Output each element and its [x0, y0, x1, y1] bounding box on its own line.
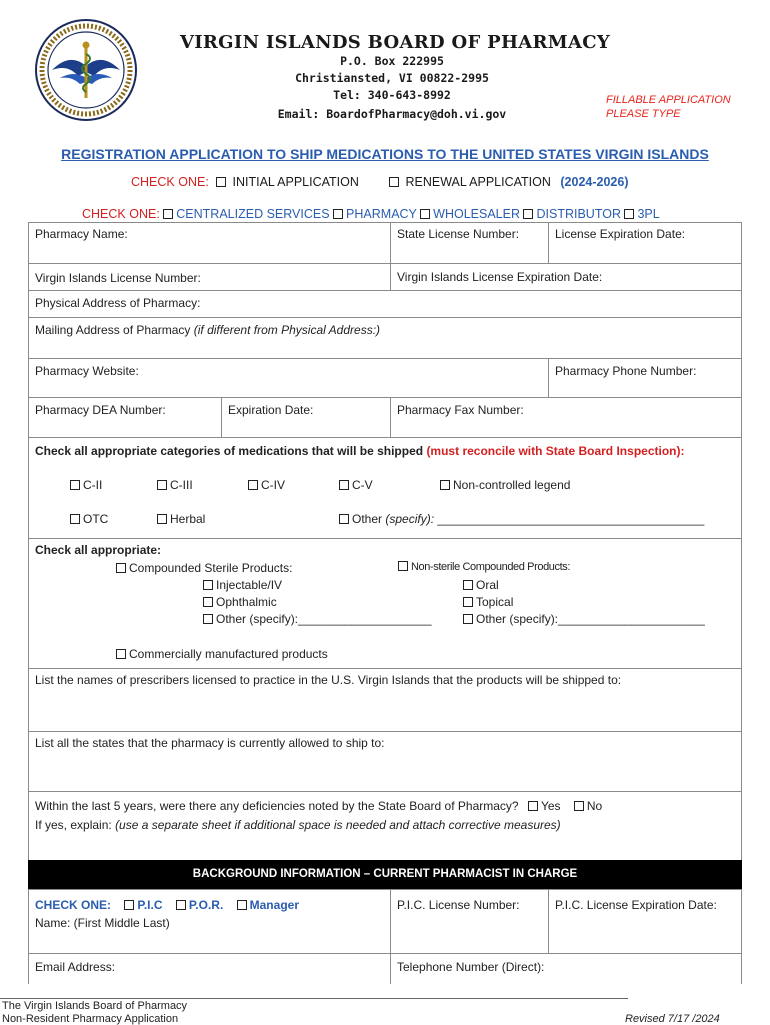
medications-heading-text: Check all appropriate categories of medications that will be shipped — [35, 444, 424, 458]
pic-name-label: Name: (First Middle Last) — [35, 916, 170, 930]
pic-expiration-label: P.I.C. License Expiration Date: — [555, 898, 717, 912]
pic-checkbox[interactable] — [124, 900, 134, 910]
por-checkbox[interactable] — [176, 900, 186, 910]
vi-license-number-label: Virgin Islands License Number: — [35, 271, 201, 285]
cv-option[interactable] — [339, 478, 373, 492]
pharmacy-label: PHARMACY — [346, 207, 417, 221]
topical-label: Topical — [476, 595, 514, 609]
check-one-app-label — [131, 175, 209, 189]
herbal-label: Herbal — [170, 512, 206, 526]
commercial-label: Commercially manufactured products — [129, 647, 328, 661]
option-3pl[interactable] — [624, 207, 659, 221]
wholesaler-checkbox[interactable] — [420, 209, 430, 219]
check-one-label: CHECK ONE: — [131, 175, 209, 189]
footer-board: The Virgin Islands Board of Pharmacy — [2, 1000, 188, 1012]
ciii-option[interactable] — [157, 478, 193, 492]
other-medication-option[interactable] — [339, 512, 704, 526]
medications-heading — [35, 444, 684, 458]
otc-checkbox[interactable] — [70, 514, 80, 524]
por-label: P.O.R. — [188, 898, 224, 912]
deficiencies-yes-option[interactable] — [528, 799, 561, 813]
board-email: Email: BoardofPharmacy@doh.vi.gov — [277, 107, 507, 121]
background-info-bar: BACKGROUND INFORMATION – CURRENT PHARMACIST IN CHARGE — [28, 860, 742, 889]
option-distributor[interactable] — [523, 207, 621, 221]
nonsterile-checkbox[interactable] — [398, 561, 408, 571]
deficiencies-explain-label: If yes, explain: — [35, 818, 112, 832]
vi-license-expiration-label: Virgin Islands License Expiration Date: — [397, 270, 603, 284]
option-pharmacy[interactable] — [333, 207, 417, 221]
state-license-number-label: State License Number: — [397, 227, 520, 241]
nonsterile-other-option[interactable] — [463, 612, 705, 626]
centralized-services-label: CENTRALIZED SERVICES — [176, 207, 330, 221]
prescribers-label: List the names of prescribers licensed to practice in the U.S. Virgin Islands that the products will be shipped to: — [35, 673, 622, 687]
cv-checkbox[interactable] — [339, 480, 349, 490]
noncontrolled-label: Non-controlled legend — [453, 478, 571, 492]
deficiencies-question — [35, 799, 602, 813]
distributor-label: DISTRIBUTOR — [536, 207, 621, 221]
mailing-address-label — [35, 323, 380, 337]
centralized-services-checkbox[interactable] — [163, 209, 173, 219]
noncontrolled-checkbox[interactable] — [440, 480, 450, 490]
deficiencies-no-checkbox[interactable] — [574, 801, 584, 811]
website-label: Pharmacy Website: — [35, 364, 139, 378]
sterile-other-checkbox[interactable] — [203, 614, 213, 624]
business-type-row — [82, 207, 660, 221]
fillable-line-2: PLEASE TYPE — [606, 108, 681, 120]
pic-license-label: P.I.C. License Number: — [397, 898, 520, 912]
sterile-label: Compounded Sterile Products: — [129, 561, 293, 575]
address-city: Christiansted, VI 00822-2995 — [295, 71, 489, 85]
other-specify-label: (specify): — [385, 512, 435, 526]
board-phone: Tel: 340-643-8992 — [333, 88, 451, 102]
telephone-direct-label: Telephone Number (Direct): — [397, 960, 545, 974]
initial-application-option[interactable] — [216, 175, 359, 189]
oral-label: Oral — [476, 578, 499, 592]
license-expiration-label: License Expiration Date: — [555, 227, 686, 241]
renewal-application-checkbox[interactable] — [389, 177, 399, 187]
pic-option[interactable] — [124, 898, 162, 912]
dea-number-label: Pharmacy DEA Number: — [35, 403, 166, 417]
otc-label: OTC — [83, 512, 109, 526]
medications-heading-note: (must reconcile with State Board Inspection): — [426, 444, 685, 458]
ophthalmic-option[interactable] — [203, 595, 277, 609]
cii-option[interactable] — [70, 478, 102, 492]
oral-option[interactable] — [463, 578, 499, 592]
nonsterile-option[interactable] — [398, 561, 570, 573]
distributor-checkbox[interactable] — [523, 209, 533, 219]
other-medication-label: Other — [352, 512, 383, 526]
pic-role-row — [35, 898, 299, 912]
cv-label: C-V — [352, 478, 373, 492]
fillable-line-1: FILLABLE APPLICATION — [606, 94, 731, 106]
form-title: REGISTRATION APPLICATION TO SHIP MEDICATIONS TO THE UNITED STATES VIRGIN ISLANDS — [61, 146, 709, 162]
renewal-application-label: RENEWAL APPLICATION — [405, 175, 551, 189]
deficiencies-explain-note: (use a separate sheet if additional space is needed and attach corrective measures) — [115, 818, 561, 832]
initial-application-checkbox[interactable] — [216, 177, 226, 187]
other-specify-input[interactable]: ________________________________________ — [437, 512, 705, 526]
nonsterile-other-label: Other (specify):______________________ — [476, 612, 705, 626]
3pl-label: 3PL — [637, 207, 660, 221]
renewal-period: (2024-2026) — [560, 175, 629, 189]
sterile-other-option[interactable] — [203, 612, 432, 626]
commercial-checkbox[interactable] — [116, 649, 126, 659]
address-po-box: P.O. Box 222995 — [340, 54, 444, 68]
oral-checkbox[interactable] — [463, 580, 473, 590]
topical-checkbox[interactable] — [463, 597, 473, 607]
manager-label: Manager — [249, 898, 299, 912]
initial-application-label: INITIAL APPLICATION — [232, 175, 359, 189]
ciii-checkbox[interactable] — [157, 480, 167, 490]
ciii-label: C-III — [170, 478, 193, 492]
ophthalmic-checkbox[interactable] — [203, 597, 213, 607]
deficiencies-no-label: No — [586, 799, 603, 813]
dea-expiration-label: Expiration Date: — [228, 403, 314, 417]
pharmacy-name-label: Pharmacy Name: — [35, 227, 128, 241]
deficiencies-explain — [35, 818, 561, 832]
option-centralized-services[interactable] — [163, 207, 329, 221]
mailing-address-note: (if different from Physical Address:) — [193, 323, 381, 337]
physical-address-label: Physical Address of Pharmacy: — [35, 296, 201, 310]
phone-number-label: Pharmacy Phone Number: — [555, 364, 697, 378]
deficiencies-yes-checkbox[interactable] — [528, 801, 538, 811]
noncontrolled-option[interactable] — [440, 478, 570, 492]
sterile-option[interactable] — [116, 561, 292, 575]
mailing-address-text: Mailing Address of Pharmacy — [35, 323, 191, 337]
email-address-label: Email Address: — [35, 960, 116, 974]
herbal-checkbox[interactable] — [157, 514, 167, 524]
wholesaler-label: WHOLESALER — [433, 207, 520, 221]
nonsterile-other-checkbox[interactable] — [463, 614, 473, 624]
footer-application: Non-Resident Pharmacy Application — [2, 1013, 179, 1025]
commercial-option[interactable] — [116, 647, 328, 661]
injectable-checkbox[interactable] — [203, 580, 213, 590]
injectable-label: Injectable/IV — [216, 578, 283, 592]
option-wholesaler[interactable] — [420, 207, 520, 221]
fillable-note — [606, 93, 731, 121]
otc-option[interactable] — [70, 512, 108, 526]
herbal-option[interactable] — [157, 512, 205, 526]
sterile-other-label: Other (specify):____________________ — [216, 612, 432, 626]
civ-checkbox[interactable] — [248, 480, 258, 490]
por-option[interactable] — [176, 898, 223, 912]
pharmacy-checkbox[interactable] — [333, 209, 343, 219]
nonsterile-label: Non-sterile Compounded Products: — [411, 561, 571, 573]
ophthalmic-label: Ophthalmic — [216, 595, 277, 609]
cii-checkbox[interactable] — [70, 480, 80, 490]
3pl-checkbox[interactable] — [624, 209, 634, 219]
pic-check-one-label: CHECK ONE: — [35, 898, 112, 912]
business-type-label: CHECK ONE: — [82, 207, 160, 221]
states-label: List all the states that the pharmacy is currently allowed to ship to: — [35, 736, 385, 750]
renewal-application-option[interactable] — [389, 175, 628, 189]
footer-divider — [0, 998, 628, 999]
manager-option[interactable] — [237, 898, 299, 912]
civ-label: C-IV — [261, 478, 285, 492]
other-medication-checkbox[interactable] — [339, 514, 349, 524]
manager-checkbox[interactable] — [237, 900, 247, 910]
compounded-heading: Check all appropriate: — [35, 543, 162, 557]
deficiencies-no-option[interactable] — [574, 799, 602, 813]
pic-label: P.I.C — [137, 898, 163, 912]
deficiencies-question-text: Within the last 5 years, were there any deficiencies noted by the State Board of Pharmacy? — [35, 799, 519, 813]
deficiencies-yes-label: Yes — [540, 799, 561, 813]
board-title: VIRGIN ISLANDS BOARD OF PHARMACY — [179, 32, 611, 53]
topical-option[interactable] — [463, 595, 513, 609]
sterile-checkbox[interactable] — [116, 563, 126, 573]
civ-option[interactable] — [248, 478, 285, 492]
cii-label: C-II — [83, 478, 103, 492]
footer-revised: Revised 7/17 /2024 — [625, 1013, 720, 1025]
fax-number-label: Pharmacy Fax Number: — [397, 403, 524, 417]
injectable-option[interactable] — [203, 578, 282, 592]
